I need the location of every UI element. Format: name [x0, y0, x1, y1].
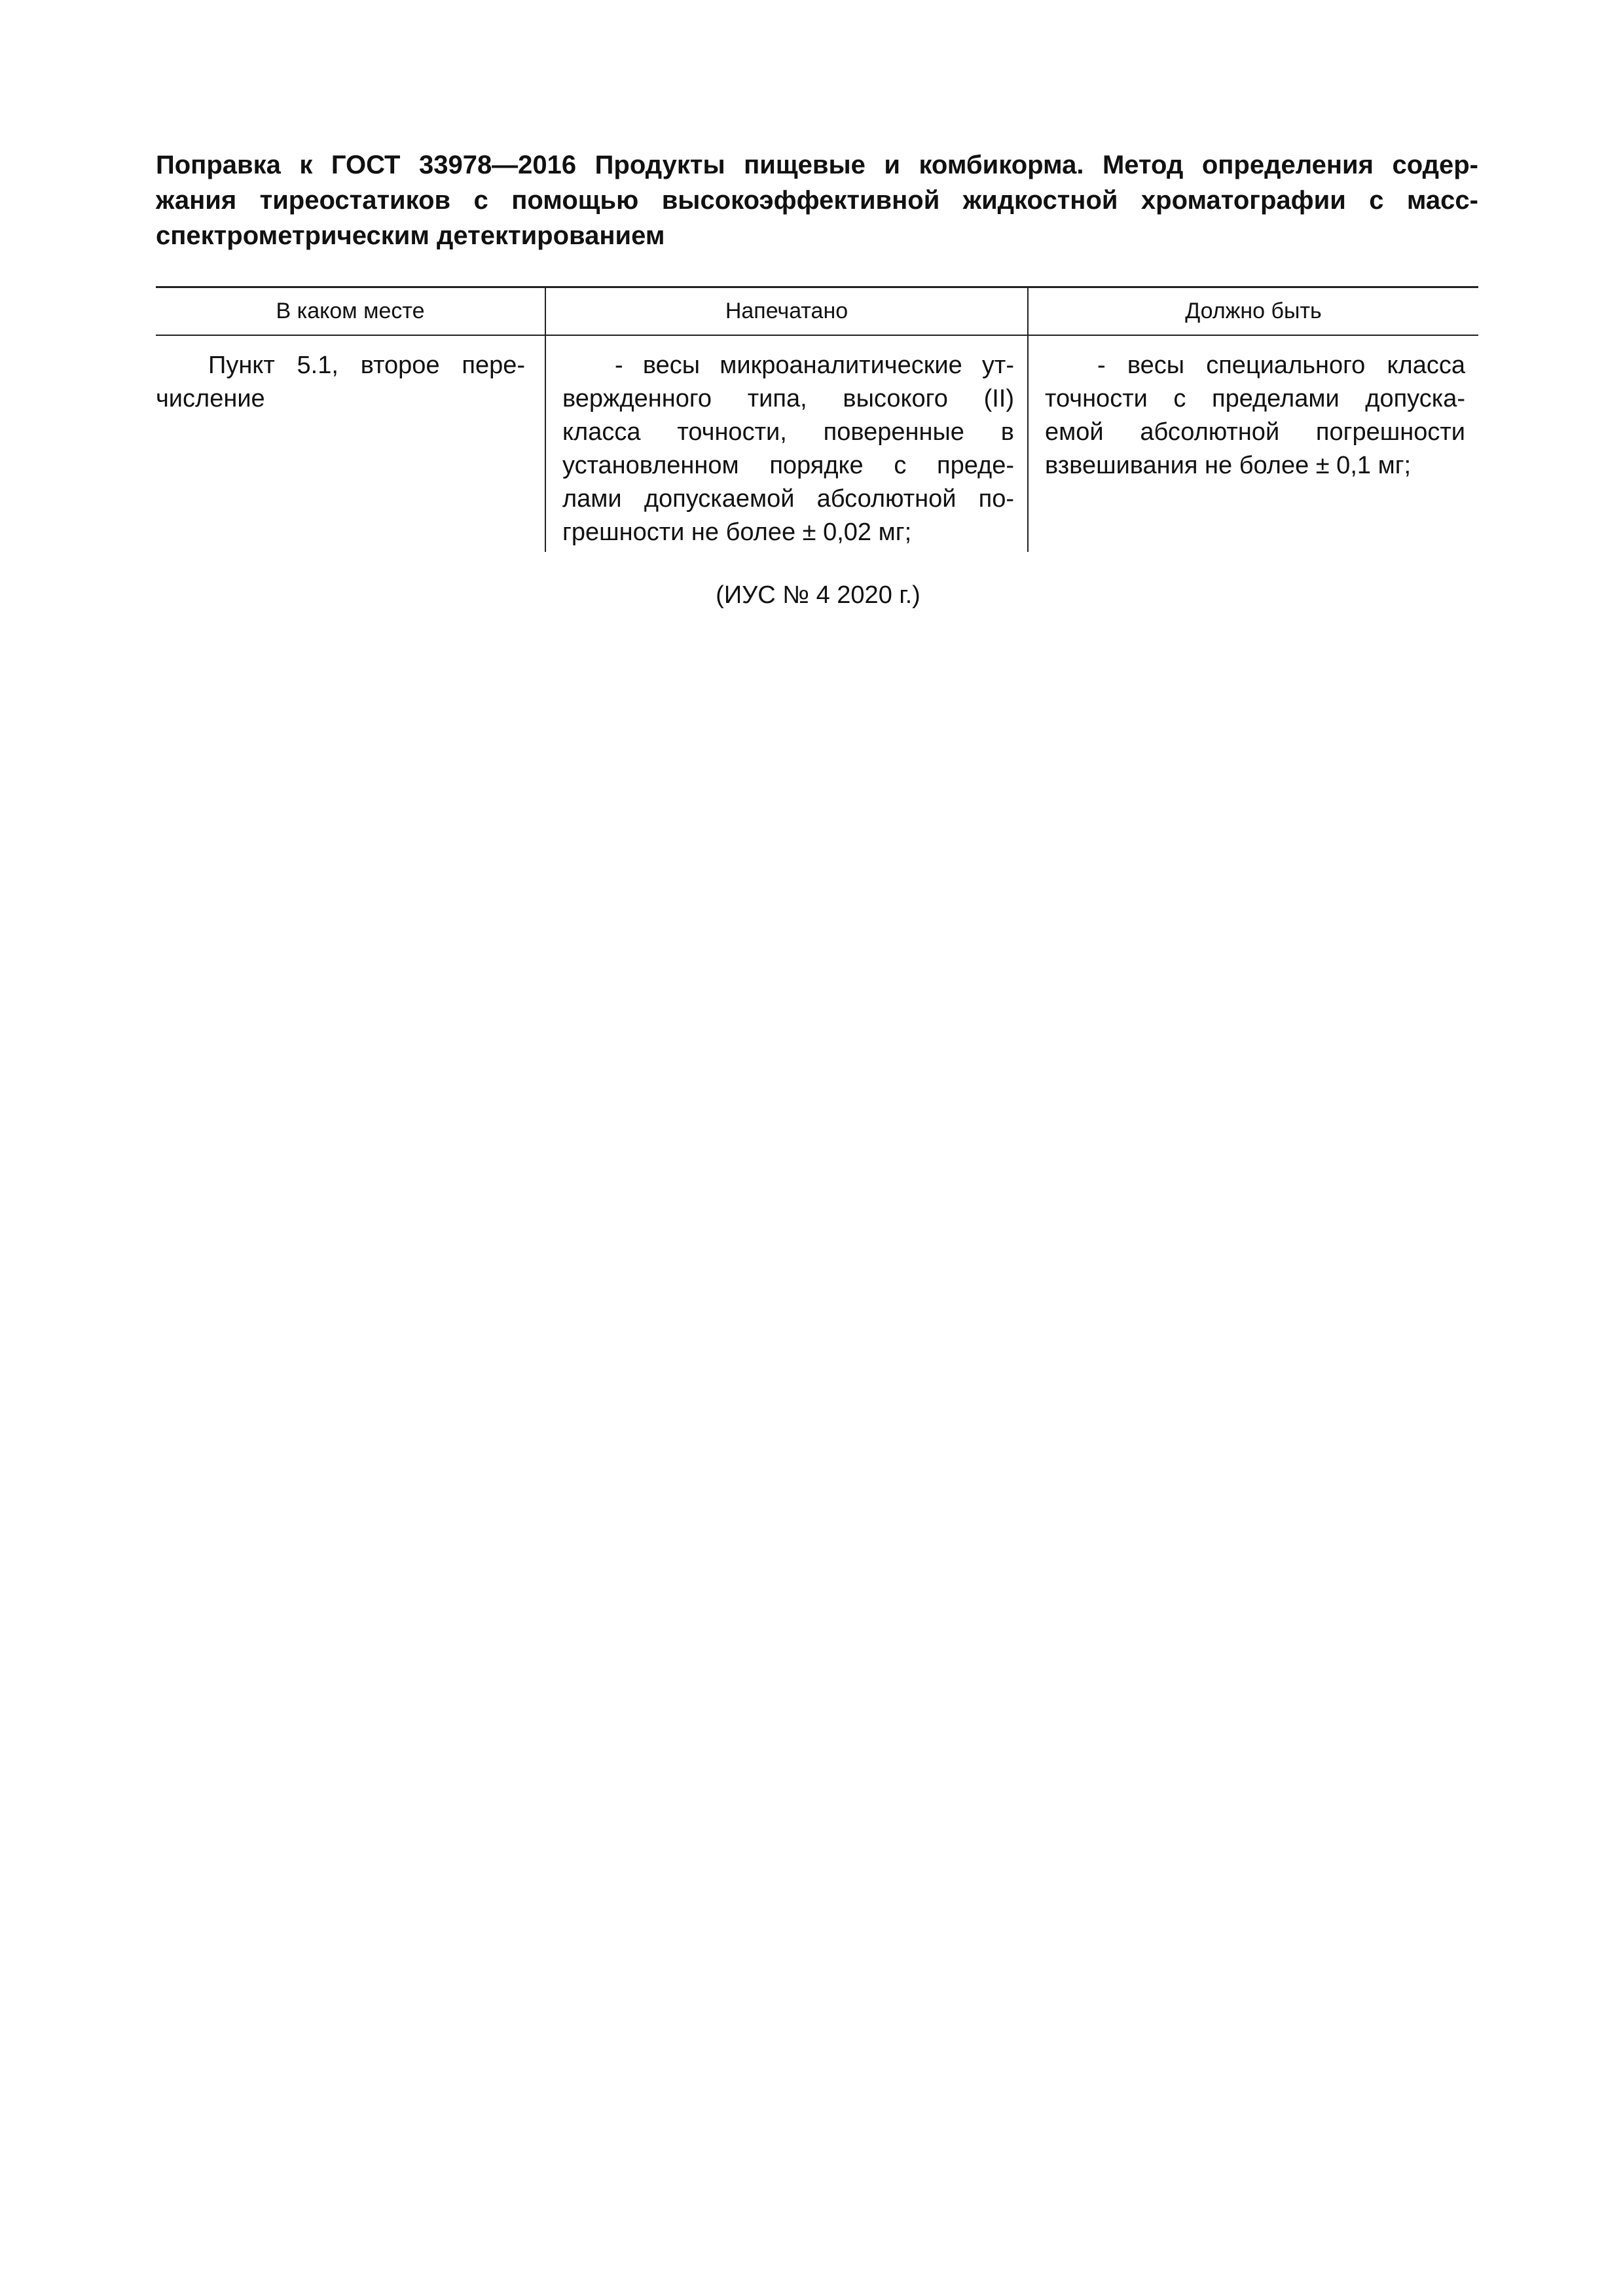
- cell-printed: [545, 336, 1027, 552]
- title-line-2: жания тиреостатиков с помощью высокоэффективной жидкостной хроматографии с масс-: [156, 186, 1478, 215]
- printed-line-2: вержденного типа, высокого (II): [562, 385, 1014, 412]
- document-title: [156, 147, 1478, 253]
- header-place: В каком месте: [276, 299, 425, 323]
- title-line-1: Поправка к ГОСТ 33978—2016 Продукты пищевые и комбикорма. Метод определения содер-: [156, 151, 1478, 179]
- title-line-3: спектрометрическим детектированием: [156, 221, 665, 250]
- cell-place: [156, 336, 545, 552]
- should-be-line-4: взвешивания не более ± 0,1 мг;: [1045, 452, 1412, 479]
- source-note: (ИУС № 4 2020 г.): [716, 581, 921, 609]
- place-line-1: Пункт 5.1, второе пере-: [208, 352, 525, 379]
- table-header-row: [156, 288, 1478, 336]
- should-be-line-2: точности с пределами допуска-: [1045, 385, 1465, 412]
- header-should-be: Должно быть: [1027, 288, 1478, 335]
- should-be-line-1: - весы специального класса: [1097, 352, 1465, 379]
- printed-line-3: класса точности, поверенные в: [562, 418, 1014, 446]
- place-line-2: числение: [156, 385, 265, 412]
- cell-should-be: [1027, 336, 1478, 552]
- should-be-line-3: емой абсолютной погрешности: [1045, 418, 1465, 446]
- amendment-table: [156, 286, 1478, 552]
- printed-line-6: грешности не более ± 0,02 мг;: [562, 519, 912, 546]
- table-row: [156, 336, 1478, 552]
- header-printed: Напечатано: [545, 288, 1027, 335]
- printed-line-1: - весы микроаналитические ут-: [615, 352, 1014, 379]
- printed-line-4: установленном порядке с преде-: [562, 452, 1014, 479]
- printed-line-5: лами допускаемой абсолютной по-: [562, 485, 1014, 513]
